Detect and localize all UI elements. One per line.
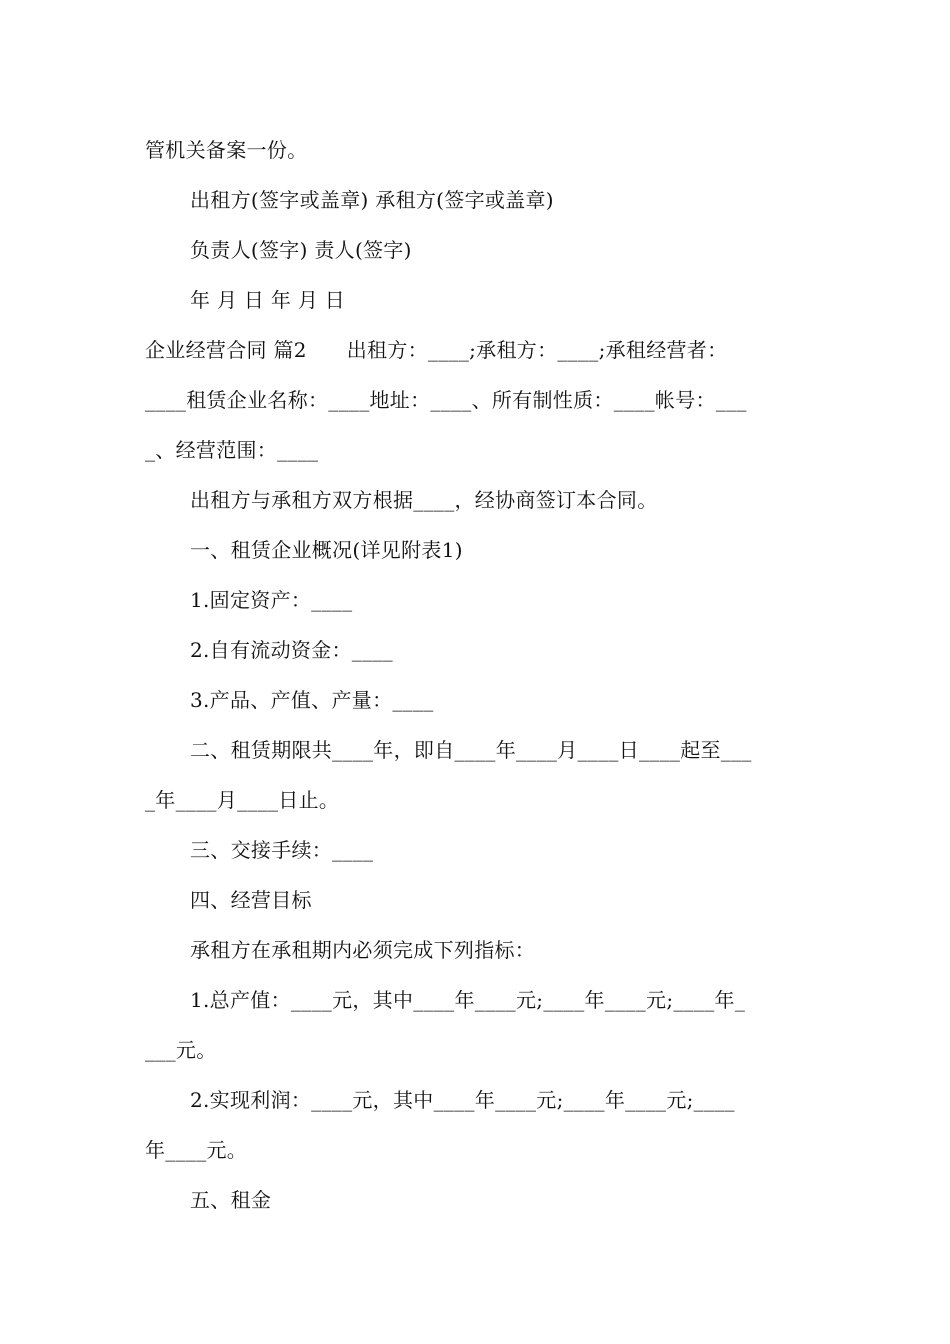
paragraph-line: 年____元。 [145, 1138, 248, 1162]
list-item: 3.产品、产值、产量：____ [190, 688, 434, 712]
list-item: 2.自有流动资金：____ [190, 638, 393, 662]
paragraph-line: 出租方与承租方双方根据____，经协商签订本合同。 [190, 488, 658, 512]
paragraph-line: ____租赁企业名称：____地址：____、所有制性质：____帐号：___ [145, 388, 747, 412]
signature-line: 负责人(签字) 责人(签字) [190, 238, 412, 262]
paragraph-line: ___元。 [145, 1038, 217, 1062]
clause-heading: 三、交接手续：____ [190, 838, 374, 862]
list-item: 1.固定资产：____ [190, 588, 353, 612]
date-line: 年 月 日 年 月 日 [190, 288, 346, 312]
clause-heading: 一、租赁企业概况(详见附表1) [190, 538, 463, 562]
paragraph-line: 承租方在承租期内必须完成下列指标： [190, 938, 536, 962]
list-item: 2.实现利润：____元，其中____年____元;____年____元;____ [190, 1088, 735, 1112]
paragraph-line: _年____月____日止。 [145, 788, 340, 812]
paragraph-line: 管机关备案一份。 [145, 138, 308, 162]
signature-line: 出租方(签字或盖章) 承租方(签字或盖章) [190, 188, 554, 212]
clause-heading: 二、租赁期限共____年，即自____年____月____日____起至___ [190, 738, 752, 762]
clause-heading: 四、经营目标 [190, 888, 312, 912]
section-heading-line: 企业经营合同 篇2 出租方：____;承租方：____;承租经营者： [145, 338, 728, 362]
paragraph-line: _、经营范围：____ [145, 438, 319, 462]
list-item: 1.总产值：____元，其中____年____元;____年____元;____年_ [190, 988, 746, 1012]
clause-heading: 五、租金 [190, 1188, 272, 1212]
